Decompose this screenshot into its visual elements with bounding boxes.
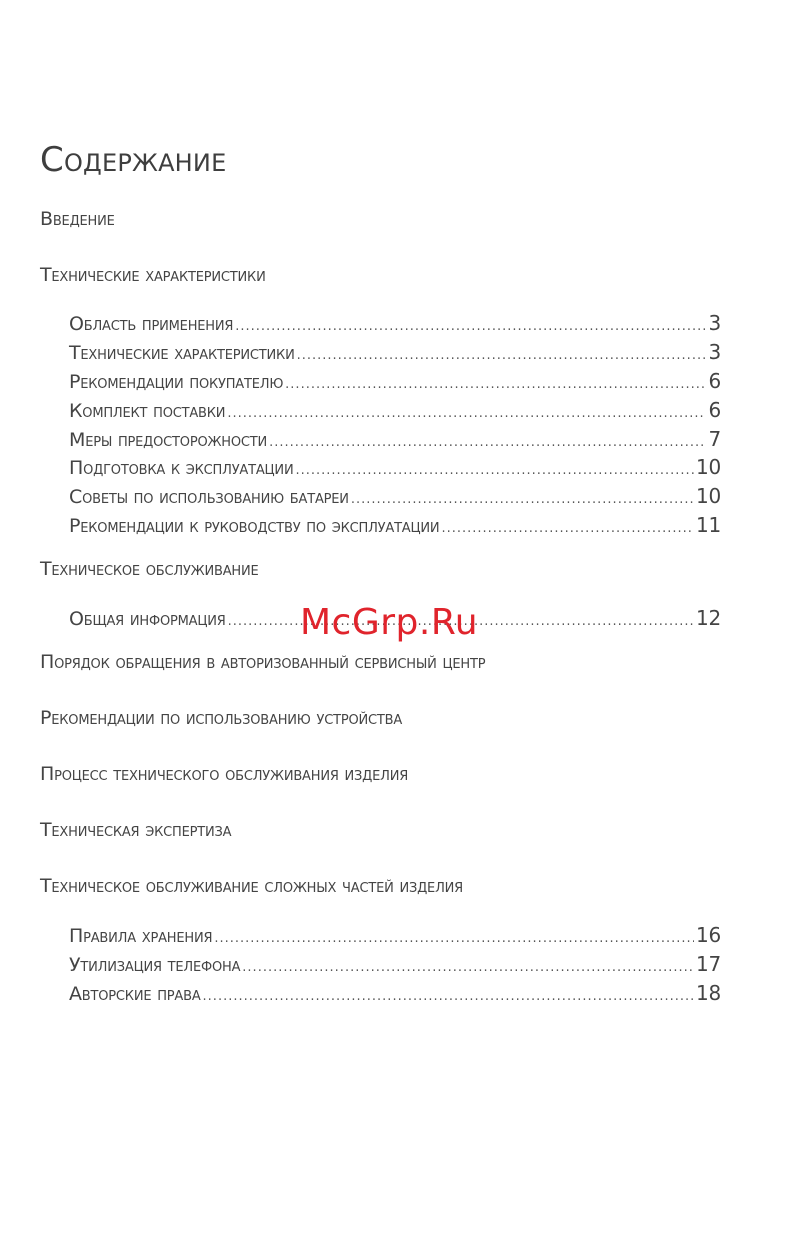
dot-leader: [297, 348, 707, 363]
toc-entry-label: Технические характеристики: [69, 342, 295, 364]
toc-entry-page: 16: [695, 923, 721, 947]
toc-entry-page: 18: [695, 981, 721, 1005]
toc-entry-page: 3: [708, 340, 721, 364]
dot-leader: [214, 931, 694, 946]
toc-entry[interactable]: [69, 484, 721, 512]
toc-section-service-center[interactable]: Порядок обращения в авторизованный сервисный центр: [40, 651, 486, 673]
toc-entry-label: Рекомендации покупателю: [69, 371, 284, 393]
page-title: Содержание: [40, 140, 227, 180]
toc-entry-label: Меры предосторожности: [69, 429, 268, 451]
toc-entry-label: Утилизация телефона: [69, 954, 241, 976]
dot-leader: [296, 463, 694, 478]
toc-entry[interactable]: [69, 981, 721, 1009]
toc-entry-page: 10: [695, 484, 721, 508]
toc-entry[interactable]: [69, 952, 721, 980]
toc-entry-label: Авторские права: [69, 983, 201, 1005]
toc-entry[interactable]: [69, 427, 721, 455]
toc-entry-label: Комплект поставки: [69, 400, 226, 422]
toc-entry-label: Общая информация: [69, 608, 226, 630]
toc-entry[interactable]: [69, 398, 721, 426]
toc-entry[interactable]: [69, 923, 721, 951]
dot-leader: [285, 377, 706, 392]
toc-section-technical-expertise[interactable]: Техническая экспертиза: [40, 819, 232, 841]
toc-entry[interactable]: [69, 513, 721, 541]
watermark-logo: McGrp.Ru: [300, 602, 479, 643]
toc-entry-page: 6: [708, 369, 721, 393]
toc-entry-label: Советы по использованию батареи: [69, 486, 349, 508]
dot-leader: [351, 492, 694, 507]
toc-entry-label: Подготовка к эксплуатации: [69, 457, 294, 479]
toc-entry[interactable]: [69, 455, 721, 483]
toc-entry-page: 7: [708, 427, 721, 451]
toc-entry[interactable]: [69, 369, 721, 397]
toc-entry-page: 17: [695, 952, 721, 976]
toc-entry-label: Рекомендации к руководству по эксплуатации: [69, 515, 440, 537]
toc-entry[interactable]: [69, 311, 721, 339]
toc-section-maintenance[interactable]: Техническое обслуживание: [40, 558, 259, 580]
toc-entry-label: Область применения: [69, 313, 234, 335]
toc-section-introduction[interactable]: Введение: [40, 208, 115, 230]
dot-leader: [203, 989, 694, 1004]
toc-section-complex-parts[interactable]: Техническое обслуживание сложных частей изделия: [40, 875, 464, 897]
dot-leader: [441, 521, 693, 536]
toc-entry-page: 3: [708, 311, 721, 335]
toc-entry-page: 10: [695, 455, 721, 479]
toc-section-maintenance-process[interactable]: Процесс технического обслуживания изделия: [40, 763, 409, 785]
toc-section-usage-recommendations[interactable]: Рекомендации по использованию устройства: [40, 707, 403, 729]
toc-entry-page: 6: [708, 398, 721, 422]
toc-entry-label: Правила хранения: [69, 925, 213, 947]
dot-leader: [227, 406, 706, 421]
toc-entry[interactable]: [69, 340, 721, 368]
dot-leader: [269, 435, 706, 450]
toc-entry-page: 11: [695, 513, 721, 537]
toc-entry-page: 12: [695, 606, 721, 630]
dot-leader: [242, 960, 694, 975]
dot-leader: [235, 319, 706, 334]
toc-section-specifications[interactable]: Технические характеристики: [40, 264, 266, 286]
